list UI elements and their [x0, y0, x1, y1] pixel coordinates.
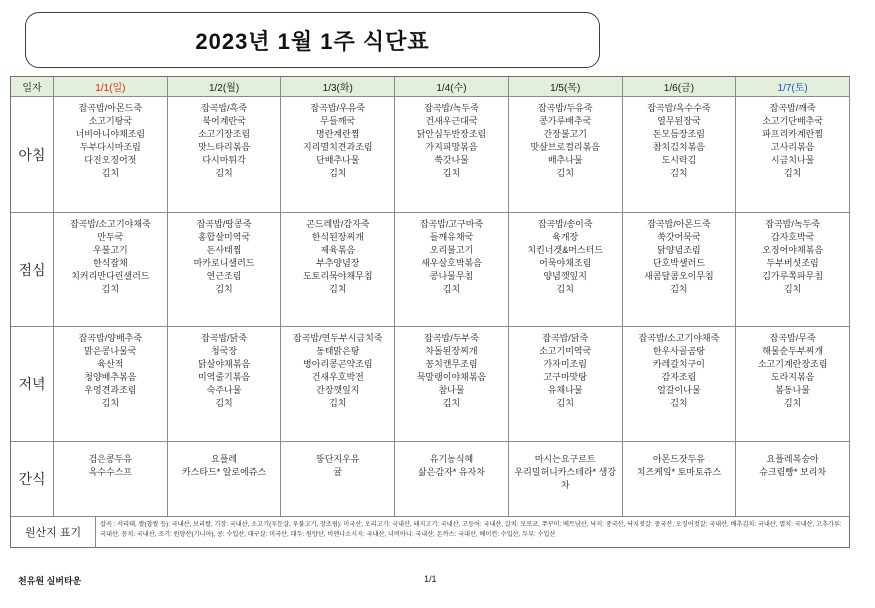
menu-item: 소고기탕국 [88, 116, 133, 126]
menu-item: 닭양념조림 [657, 245, 701, 255]
menu-item: 소고기장조림 [197, 129, 251, 139]
menu-item: 치즈케잌* 토마토쥬스 [636, 467, 722, 477]
menu-cell-lunch [281, 213, 395, 327]
menu-item: 두부다시마조림 [79, 142, 141, 152]
menu-item: 옥수수스프 [88, 467, 133, 477]
menu-item: 맛살브로컬리볶음 [530, 142, 600, 152]
menu-item: 우불고기 [92, 245, 128, 255]
menu-item: 육산적 [97, 359, 124, 369]
menu-item: 간장깻잎지 [316, 385, 360, 395]
menu-item: 요플레 [211, 454, 238, 464]
menu-item: 감자호박국 [770, 232, 815, 242]
menu-item: 건새우근대국 [425, 116, 478, 126]
menu-item: 요플레복숭아 [766, 454, 819, 464]
menu-item: 마카로니샐러드 [193, 258, 255, 268]
menu-item: 도시락김 [661, 155, 697, 165]
menu-item: 유채나물 [547, 385, 583, 395]
menu-item: 김치 [329, 168, 347, 178]
menu-item: 시금치나물 [770, 155, 815, 165]
menu-item: 잡곡밥/고구마죽 [419, 219, 484, 229]
menu-item: 잡곡밥/소고기야채죽 [638, 333, 720, 343]
menu-item: 닭안심두반장조림 [416, 129, 487, 139]
menu-item: 다진오징어젓 [84, 155, 137, 165]
menu-item: 한우사골곰탕 [652, 346, 705, 356]
menu-item: 고구마맛탕 [543, 372, 587, 382]
menu-item: 들깨유채국 [429, 232, 474, 242]
footer-page-number: 1/1 [424, 574, 437, 584]
menu-item: 닭살야채볶음 [197, 359, 251, 369]
menu-item: 단배추나물 [316, 155, 360, 165]
menu-cell-dinner [623, 327, 737, 442]
menu-item: 잡곡밥/옥수수죽 [647, 103, 711, 113]
menu-item: 제육볶음 [320, 245, 356, 255]
menu-item: 맑은콩나물국 [84, 346, 137, 356]
menu-item: 차돌된장찌개 [425, 346, 478, 356]
menu-item: 고사리볶음 [770, 142, 815, 152]
menu-item: 김치 [670, 284, 688, 294]
menu-item: 도라지볶음 [770, 372, 815, 382]
menu-item: 우리밀허니카스테라* 생강차 [514, 467, 617, 490]
menu-item: 건새우호박전 [311, 372, 364, 382]
menu-item: 김치 [783, 398, 802, 408]
menu-item: 잡곡밥/깨죽 [769, 103, 816, 113]
menu-item: 김치 [556, 398, 574, 408]
footer-facility-name: 천유원 실버타운 [18, 576, 82, 586]
menu-cell-breakfast [736, 97, 850, 213]
menu-item: 콩나물무침 [429, 271, 474, 281]
menu-cell-snack [395, 442, 509, 517]
menu-item: 홍합살미역국 [197, 232, 251, 242]
menu-item: 소고기계란장조림 [757, 359, 828, 369]
meal-label-breakfast: 아침 [11, 97, 54, 213]
origin-row [10, 517, 850, 548]
menu-item: 잡곡밥/닭죽 [201, 333, 248, 343]
menu-cell-snack [736, 442, 850, 517]
menu-item: 김치 [556, 168, 574, 178]
menu-item: 아몬드잣두유 [652, 454, 705, 464]
menu-item: 꽁치캔무조림 [425, 359, 478, 369]
menu-item: 잡곡밥/아몬드죽 [647, 219, 711, 229]
menu-item: 단호박샐러드 [652, 258, 705, 268]
menu-cell-breakfast [395, 97, 509, 213]
menu-item: 잡곡밥/무죽 [769, 333, 816, 343]
meal-label-snack: 간식 [11, 442, 54, 517]
menu-item: 마시는요구르트 [534, 454, 596, 464]
menu-item: 잡곡밥/송이죽 [537, 219, 593, 229]
menu-item: 배추나물 [547, 155, 583, 165]
menu-item: 콩가루배추국 [539, 116, 592, 126]
menu-cell-dinner [509, 327, 623, 442]
menu-item: 얼갈이나물 [657, 385, 701, 395]
menu-item: 참나물 [438, 385, 465, 395]
menu-item: 잡곡밥/양배추죽 [78, 333, 143, 343]
menu-item: 김치 [783, 284, 802, 294]
origin-label: 원산지 표기 [11, 517, 96, 548]
menu-item: 우엉견과조림 [84, 385, 137, 395]
origin-text: 잡곡 : 서리태, 쌀(찹쌀 등): 국내산, 보리쌀, 기장: 국내산, 소고기(우둔살, 우불고기, 장조림): 미국산, 오리고기: 국내산, 돼지고기: 국내산, 고등어: 국내산, 갈치: 모로코, 쭈꾸미: 베트남산, 낙지: 중국산, 낙지젓갈: 중국산, 오징어젓갈: 국내산, 배추김치: 국내산, 멸치: 국내산, 고추가루: 국내산, 꽁치: 국내산, 조기: 원양산(기니아), 콩: 수입산, 대구살: 미국산, 대두: 원양산, 비엔나소시지: 국내산, 너비아니: 국내산, 돈까스: 국내산, 베이컨: 수입산, 두부: 수입산 [96, 517, 850, 548]
menu-item: 부추양념장 [316, 258, 360, 268]
menu-item: 카스타드* 알로에쥬스 [181, 467, 267, 477]
menu-item: 청국장 [211, 346, 238, 356]
meal-label-lunch: 점심 [11, 213, 54, 327]
menu-item: 김치 [329, 284, 347, 294]
menu-item: 숙주나물 [206, 385, 242, 395]
menu-cell-lunch [509, 213, 623, 327]
menu-item: 잡곡밥/녹두죽 [765, 219, 820, 229]
menu-item: 김치 [329, 398, 347, 408]
menu-item: 카레갈치구이 [652, 359, 705, 369]
menu-item: 김치 [556, 284, 574, 294]
menu-item: 슈크림빵* 보리차 [759, 467, 827, 477]
menu-cell-snack [623, 442, 737, 517]
menu-item: 너비아니야채조림 [75, 129, 146, 139]
menu-cell-dinner [281, 327, 395, 442]
menu-item: 김가루쪽파무침 [762, 271, 824, 281]
menu-item: 양념깻잎지 [543, 271, 587, 281]
menu-item: 김치 [101, 284, 120, 294]
menu-item: 참치김치볶음 [652, 142, 705, 152]
menu-table [10, 76, 850, 517]
menu-item: 김치 [215, 284, 233, 294]
menu-item: 잡곡밥/소고기야채죽 [69, 219, 151, 229]
menu-item: 쑥갓어묵국 [657, 232, 701, 242]
menu-item: 소고기미역국 [539, 346, 592, 356]
day-header: 1/5(목) [509, 77, 623, 97]
menu-cell-breakfast [281, 97, 395, 213]
menu-item: 오징어야채볶음 [762, 245, 824, 255]
menu-item: 김치 [670, 168, 688, 178]
menu-item: 잡곡밥/녹두죽 [424, 103, 479, 113]
menu-item: 김치 [442, 398, 461, 408]
menu-cell-dinner [736, 327, 850, 442]
page-title: 2023년 1월 1주 식단표 [195, 28, 430, 54]
menu-item: 뚱단지우유 [316, 454, 360, 464]
menu-item: 잡곡밥/땅콩죽 [196, 219, 252, 229]
menu-item: 북어계란국 [202, 116, 246, 126]
menu-item: 육개장 [552, 232, 579, 242]
day-header: 1/2(월) [168, 77, 282, 97]
menu-item: 해물순두부찌개 [762, 346, 824, 356]
menu-item: 열무된장국 [657, 116, 701, 126]
menu-cell-lunch [623, 213, 737, 327]
date-column-header: 일자 [11, 77, 54, 97]
day-header: 1/4(수) [395, 77, 509, 97]
menu-item: 돈모듬장조림 [652, 129, 705, 139]
menu-item: 명란계란찜 [316, 129, 360, 139]
menu-cell-lunch [54, 213, 168, 327]
meal-label-dinner: 저녁 [11, 327, 54, 442]
menu-item: 만두국 [97, 232, 124, 242]
day-header: 1/6(금) [623, 77, 737, 97]
menu-item: 잡곡밥/아몬드죽 [78, 103, 143, 113]
menu-item: 잡곡밥/연두부시금치죽 [293, 333, 383, 343]
day-header: 1/1(일) [54, 77, 168, 97]
menu-item: 곤드레밥/감자죽 [306, 219, 370, 229]
menu-cell-snack [509, 442, 623, 517]
menu-item: 소고기단배추국 [762, 116, 824, 126]
day-header: 1/3(화) [281, 77, 395, 97]
menu-item: 김치 [442, 168, 461, 178]
menu-item: 청양배추볶음 [84, 372, 137, 382]
menu-item: 지리멸치견과조림 [303, 142, 373, 152]
menu-cell-snack [168, 442, 282, 517]
menu-item: 유기농식혜 [429, 454, 474, 464]
menu-item: 연근조림 [206, 271, 242, 281]
menu-item: 김치 [101, 398, 120, 408]
menu-item: 묵말랭이야채볶음 [416, 372, 487, 382]
menu-cell-snack [54, 442, 168, 517]
menu-item: 김치 [101, 168, 120, 178]
menu-cell-lunch [168, 213, 282, 327]
menu-item: 한식된장찌개 [311, 232, 364, 242]
menu-cell-breakfast [509, 97, 623, 213]
menu-item: 돈사태찜 [206, 245, 242, 255]
menu-item: 잡곡밥/두유죽 [537, 103, 593, 113]
menu-item: 새콤달콤오이무침 [644, 271, 714, 281]
menu-item: 잡곡밥/닭죽 [542, 333, 589, 343]
menu-item: 가지피망볶음 [425, 142, 478, 152]
menu-item: 파프리카계란찜 [762, 129, 824, 139]
menu-item: 김치 [783, 168, 802, 178]
menu-cell-breakfast [54, 97, 168, 213]
menu-item: 삶은감자* 유자차 [418, 467, 485, 477]
menu-item: 잡곡밥/두부죽 [424, 333, 479, 343]
menu-cell-dinner [54, 327, 168, 442]
menu-item: 잡곡밥/우유죽 [310, 103, 366, 113]
menu-cell-breakfast [168, 97, 282, 213]
menu-item: 봄동나물 [775, 385, 811, 395]
menu-item: 동태맑은탕 [316, 346, 360, 356]
menu-item: 맛느타리볶음 [197, 142, 251, 152]
menu-item: 김치 [215, 168, 233, 178]
menu-item: 어묵야채조림 [539, 258, 592, 268]
menu-item: 새우살호박볶음 [421, 258, 482, 268]
menu-item: 도토리묵야채무침 [303, 271, 373, 281]
menu-item: 잡곡밥/흑죽 [201, 103, 248, 113]
menu-item: 김치 [215, 398, 233, 408]
menu-item: 병아리콩곤약조림 [303, 359, 373, 369]
menu-cell-snack [281, 442, 395, 517]
menu-item: 김치 [670, 398, 688, 408]
menu-cell-dinner [168, 327, 282, 442]
menu-item: 쑥갓나물 [434, 155, 469, 165]
menu-item: 검은콩두유 [88, 454, 133, 464]
menu-item: 미역줄기볶음 [197, 372, 251, 382]
menu-cell-breakfast [623, 97, 737, 213]
menu-item: 두부버섯조림 [766, 258, 819, 268]
menu-item: 간장불고기 [543, 129, 587, 139]
menu-cell-lunch [395, 213, 509, 327]
menu-item: 다시마튀각 [202, 155, 246, 165]
day-header: 1/7(토) [736, 77, 850, 97]
menu-cell-dinner [395, 327, 509, 442]
menu-cell-lunch [736, 213, 850, 327]
menu-item: 치킨너겟&머스터드 [527, 245, 603, 255]
menu-item: 가자미조림 [543, 359, 587, 369]
menu-item: 김치 [442, 284, 461, 294]
menu-item: 한식잡채 [92, 258, 128, 268]
title-box [25, 12, 600, 68]
menu-item: 오리불고기 [429, 245, 474, 255]
menu-item: 감자조림 [661, 372, 697, 382]
menu-item: 무들깨국 [320, 116, 356, 126]
menu-item: 치커리만다린샐러드 [71, 271, 150, 281]
menu-item: 귤 [333, 467, 343, 477]
